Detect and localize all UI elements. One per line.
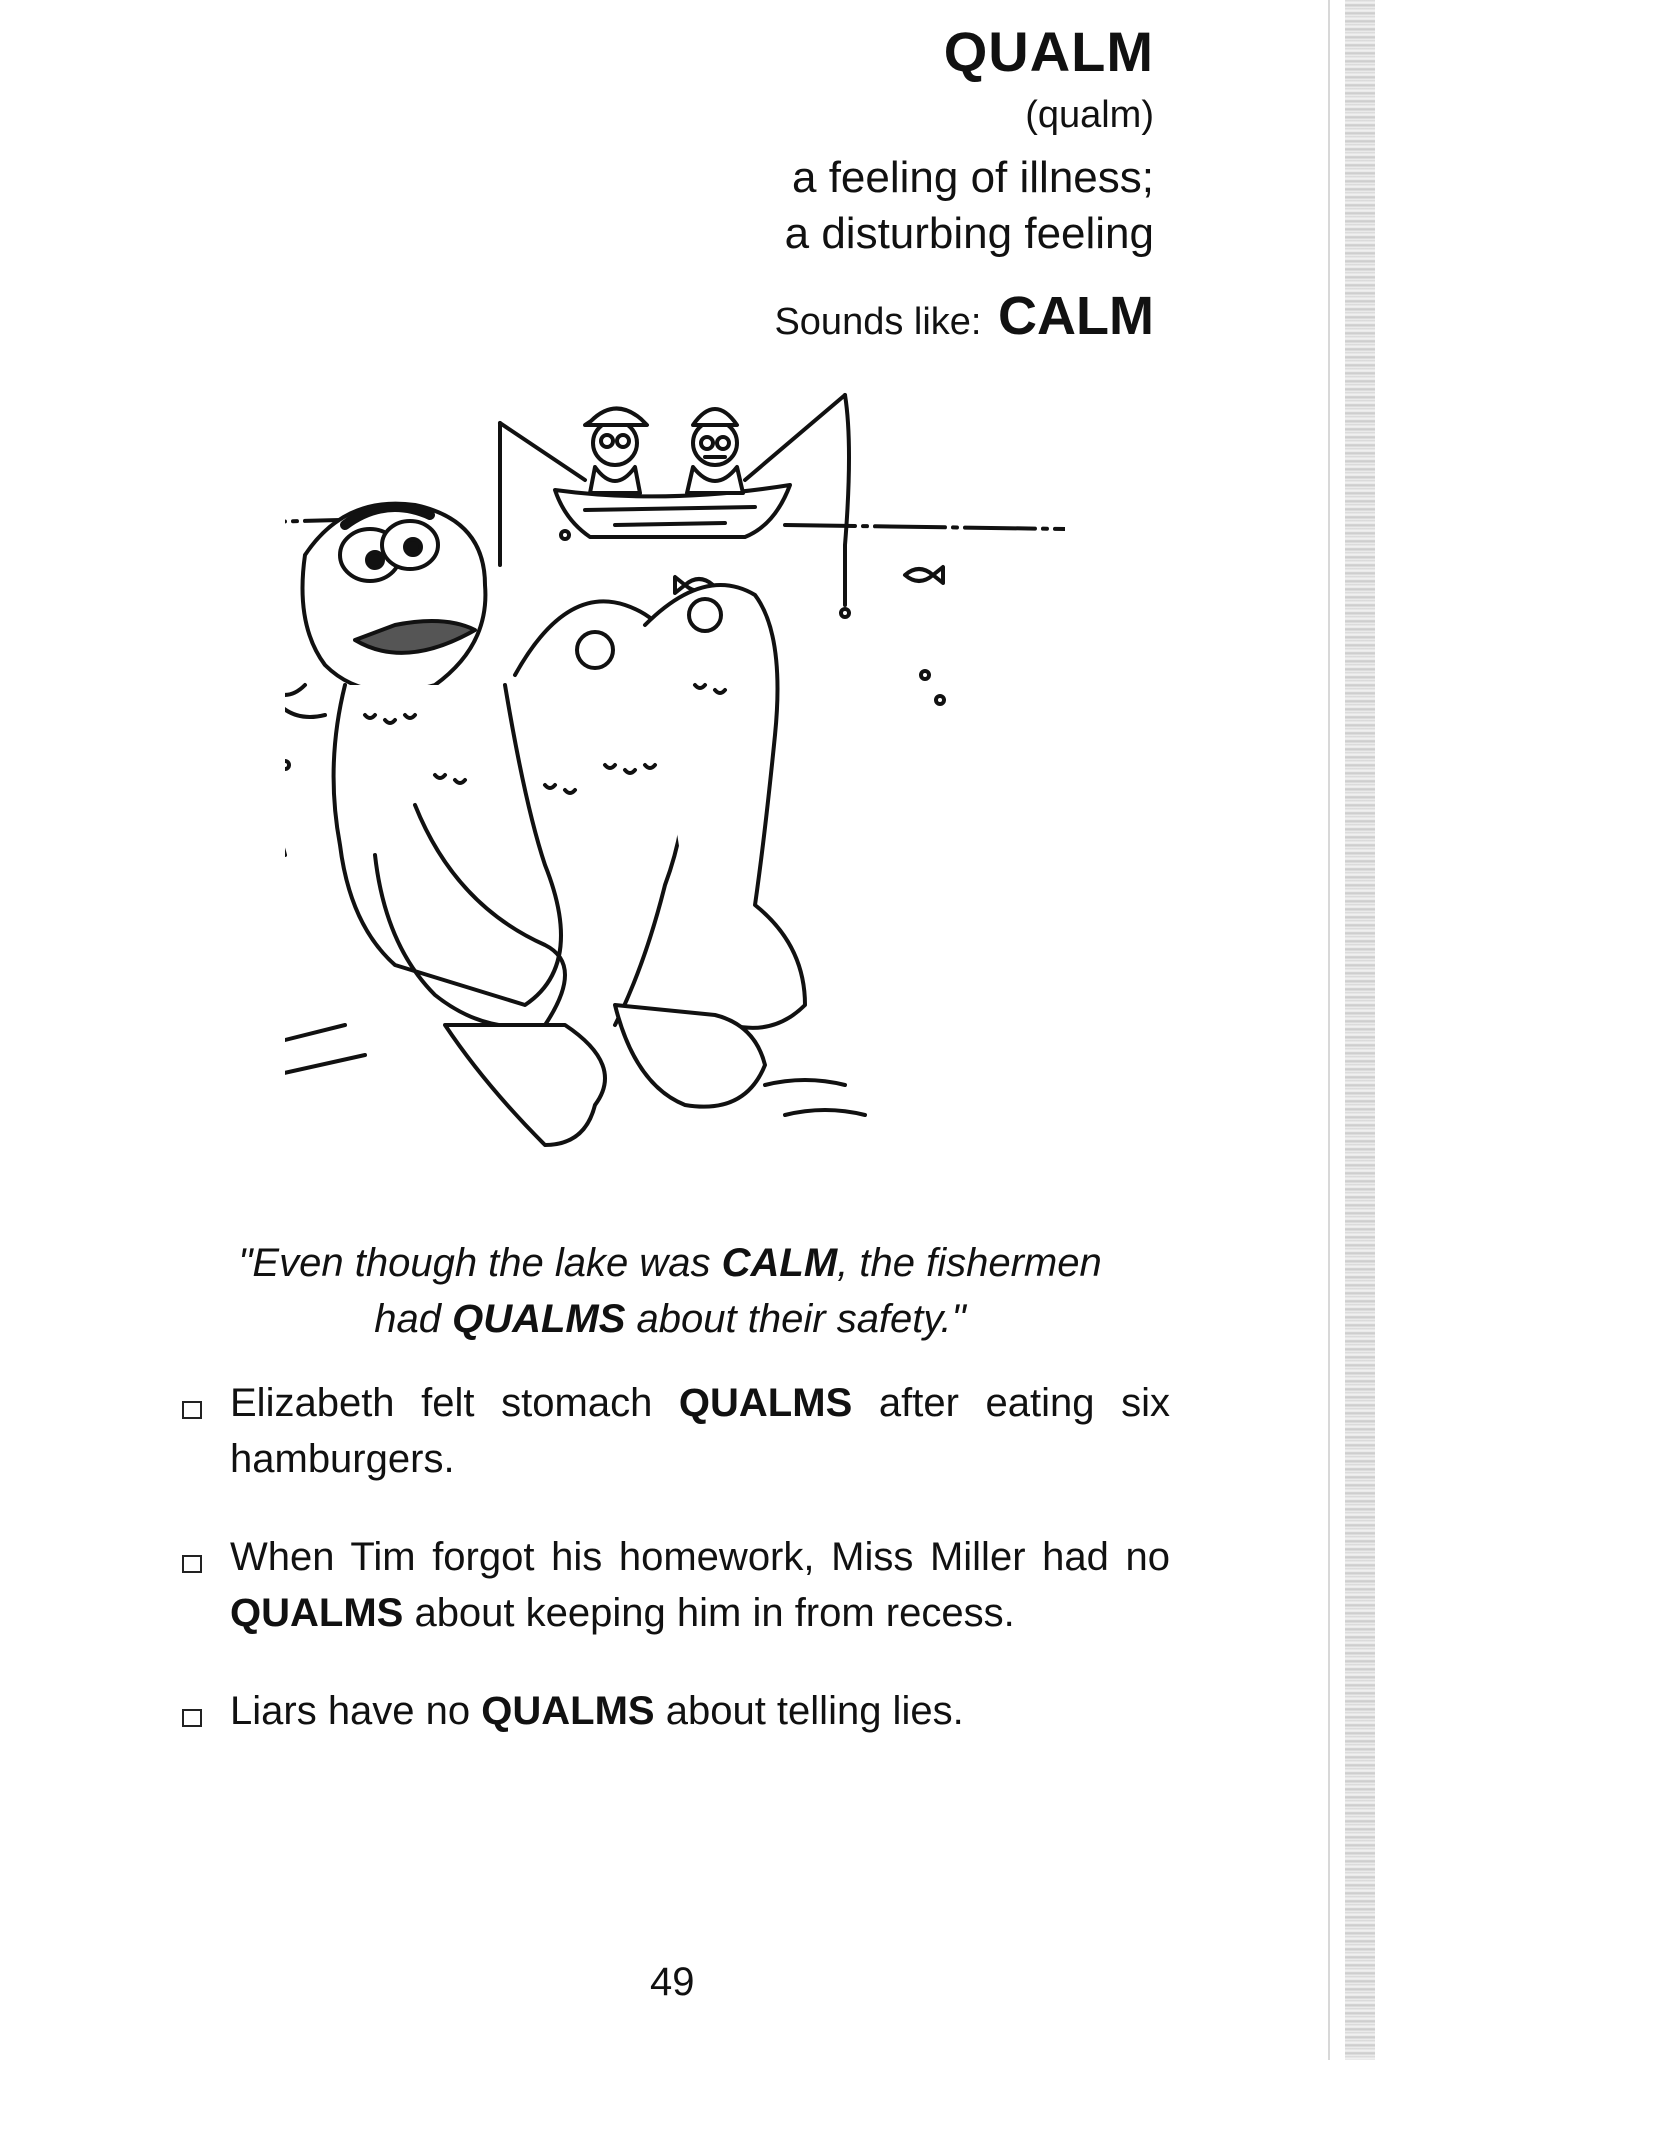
definition-line-1: a feeling of illness; (792, 153, 1154, 202)
caption-bold-calm: CALM (721, 1241, 838, 1285)
example-bold-word: QUALMS (230, 1591, 404, 1635)
example-bold-word: QUALMS (481, 1689, 655, 1733)
checkbox-icon[interactable] (182, 1401, 202, 1419)
example-text-after: about keeping him in from recess. (403, 1591, 1015, 1635)
example-text-before: Liars have no (230, 1689, 482, 1733)
entry-header (774, 20, 1154, 350)
binding-line (1328, 0, 1330, 2060)
caption-text-2: , the fishermen (837, 1241, 1102, 1285)
example-text-after: about telling lies. (654, 1689, 964, 1733)
definition (774, 150, 1154, 262)
example-text-before: When Tim forgot his homework, Miss Miller had no (230, 1535, 1170, 1579)
example-sentences (180, 1375, 1170, 1781)
example-bold-word: QUALMS (678, 1381, 853, 1425)
example-sentence (180, 1375, 1170, 1487)
checkbox-icon[interactable] (182, 1555, 202, 1573)
headword: QUALM (943, 20, 1154, 83)
caption-text-4: about their safety." (625, 1297, 966, 1341)
binding-edge (1345, 0, 1375, 2060)
example-sentence (180, 1683, 1170, 1739)
example-text-before: Elizabeth felt stomach (230, 1381, 679, 1425)
example-text-after: after eating six hamburgers. (230, 1381, 1170, 1481)
definition-line-2: a disturbing feeling (784, 209, 1154, 258)
caption-text-1: "Even though the lake was (238, 1241, 722, 1285)
sea-monster-fishing-cartoon-icon (285, 385, 1065, 1205)
caption-text-3: had (374, 1297, 453, 1341)
pronunciation: (qualm) (1025, 94, 1154, 136)
example-sentence (180, 1529, 1170, 1641)
example-caption (230, 1235, 1110, 1347)
sounds-like (774, 288, 1154, 350)
checkbox-icon[interactable] (182, 1709, 202, 1727)
sounds-like-word: CALM (998, 286, 1154, 346)
sounds-like-label: Sounds like: (774, 301, 982, 343)
page-number: 49 (650, 1960, 695, 2004)
caption-bold-qualms: QUALMS (452, 1297, 626, 1341)
